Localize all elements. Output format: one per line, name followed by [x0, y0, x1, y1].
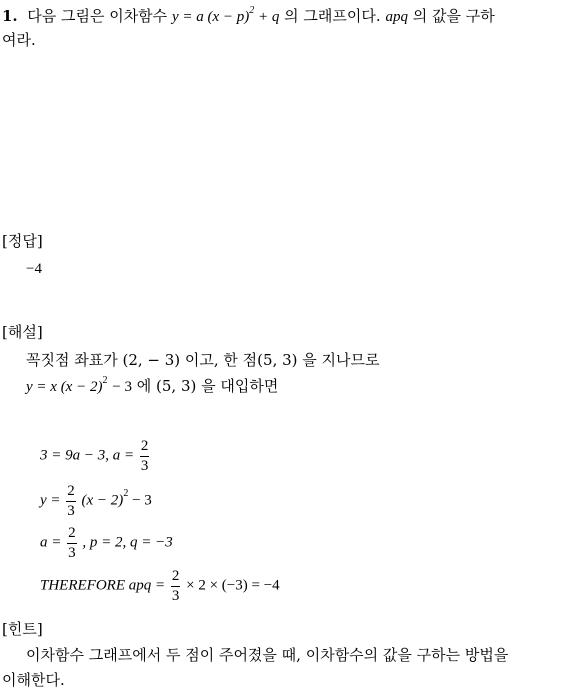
problem-statement-line2: 여라. — [2, 31, 36, 49]
equation-2: y = $\frac{2}{3}$ $(x - 2)^2 - 3$ — [40, 483, 152, 519]
hint-line1: 이차함수 그래프에서 두 점이 주어졌을 때, 이차함수의 값을 구하는 방법을 — [26, 646, 509, 664]
problem-formula: y = a $(x - p)^2 + q$ — [171, 5, 280, 25]
problem-statement-line1 — [2, 5, 495, 25]
problem-text-prefix: 다음 그림은 이차함수 — [27, 7, 168, 25]
hint-label: [힌트] — [2, 620, 43, 638]
problem-text-end: 의 값을 구하 — [412, 7, 495, 25]
equation-1: 3 = 9a − 3, a = $\frac{2}{3}$ — [40, 438, 149, 474]
problem-text-suffix: 의 그래프이다. — [284, 7, 381, 25]
explanation-label: [해설] — [2, 323, 43, 341]
hint-line2: 이해한다. — [2, 671, 65, 689]
problem-apq: apq — [385, 9, 408, 25]
problem-number: 1. — [2, 7, 18, 25]
explanation-line1: 꼭짓점 좌표가 (2, − 3) 이고, 한 점(5, 3) 을 지나므로 — [26, 351, 380, 369]
equation-3: a = $\frac{2}{3}$ , p = 2, q = −3 — [40, 525, 173, 561]
explanation-line2: y = x $(x - 2)^2 - 3$ 에 (5, 3) 을 대입하면 — [26, 375, 279, 395]
equation-4: THEREFORE apq = $\frac{2}{3}$ × 2 × (−3) = −4 — [40, 568, 280, 604]
answer-label: [정답] — [2, 232, 43, 250]
answer-value: −4 — [26, 261, 42, 277]
